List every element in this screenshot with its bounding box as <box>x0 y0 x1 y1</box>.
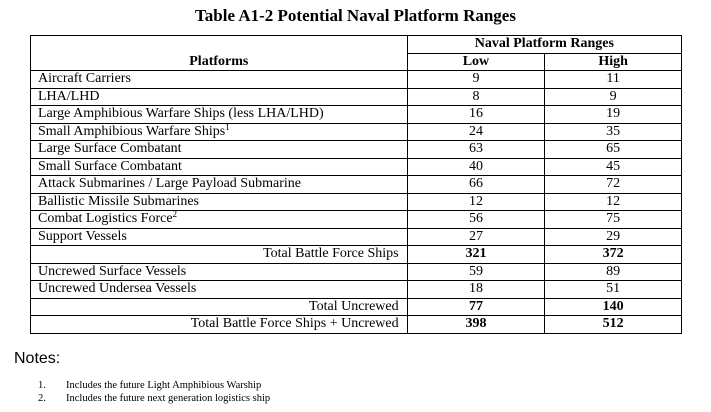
note-item <box>38 392 270 405</box>
high-cell: 89 <box>545 263 682 281</box>
platform-cell <box>31 193 408 211</box>
total-label: Total Uncrewed <box>31 298 408 316</box>
high-cell: 140 <box>545 298 682 316</box>
header-row-group <box>31 36 682 54</box>
platform-label: Small Amphibious Warfare Ships <box>38 123 226 139</box>
table-title: Table A1-2 Potential Naval Platform Ranges <box>195 6 516 25</box>
table-row <box>31 228 682 246</box>
low-header: Low <box>407 53 545 71</box>
platforms-header: Platforms <box>31 36 408 71</box>
total-label: Total Battle Force Ships <box>31 246 408 264</box>
platform-label: Combat Logistics Force <box>38 211 173 226</box>
note-item <box>38 379 270 392</box>
note-number: 2. <box>38 393 46 404</box>
naval-platform-ranges-header: Naval Platform Ranges <box>407 36 681 54</box>
note-number: 1. <box>38 380 46 391</box>
low-cell: 18 <box>407 281 545 299</box>
high-cell: 29 <box>545 228 682 246</box>
table-row <box>31 123 682 141</box>
platform-label: LHA/LHD <box>38 88 100 104</box>
total-uncrewed-row <box>31 298 682 316</box>
table-row <box>31 71 682 89</box>
platform-label: Attack Submarines / Large Payload Submarine <box>38 176 301 191</box>
high-header: High <box>545 53 682 71</box>
notes-list <box>38 379 270 405</box>
platform-cell <box>31 228 408 246</box>
platform-label: Large Surface Combatant <box>38 141 182 156</box>
platform-cell <box>31 141 408 159</box>
high-cell: 19 <box>545 106 682 124</box>
high-cell: 65 <box>545 141 682 159</box>
low-cell: 77 <box>407 298 545 316</box>
platform-cell <box>31 106 408 124</box>
footnote-marker: 1 <box>225 121 230 132</box>
high-cell: 72 <box>545 176 682 194</box>
low-cell: 40 <box>407 158 545 176</box>
low-cell: 398 <box>407 316 545 334</box>
platform-label: Ballistic Missile Submarines <box>38 193 199 209</box>
platform-label: Support Vessels <box>38 228 127 244</box>
platform-cell: Uncrewed Surface Vessels <box>31 263 408 281</box>
high-cell: 9 <box>545 88 682 106</box>
high-cell: 11 <box>545 71 682 89</box>
low-cell: 66 <box>407 176 545 194</box>
low-cell: 27 <box>407 228 545 246</box>
table-row <box>31 158 682 176</box>
low-cell: 321 <box>407 246 545 264</box>
platform-cell: Uncrewed Undersea Vessels <box>31 281 408 299</box>
naval-platform-table <box>30 35 682 334</box>
platform-cell <box>31 88 408 106</box>
table-row <box>31 106 682 124</box>
platform-label: Aircraft Carriers <box>38 71 131 86</box>
table-row <box>31 88 682 106</box>
low-cell: 56 <box>407 211 545 229</box>
notes-title: Notes: <box>14 350 61 367</box>
platform-label: Small Surface Combatant <box>38 158 182 174</box>
table-row <box>31 141 682 159</box>
table-row <box>31 176 682 194</box>
note-text: Includes the future Light Amphibious Warship <box>66 380 262 391</box>
total-label: Total Battle Force Ships + Uncrewed <box>31 316 408 334</box>
platform-label: Large Amphibious Warfare Ships (less LHA/LHD) <box>38 106 324 121</box>
low-cell: 63 <box>407 141 545 159</box>
table-row <box>31 263 682 281</box>
high-cell: 51 <box>545 281 682 299</box>
high-cell: 45 <box>545 158 682 176</box>
low-cell: 12 <box>407 193 545 211</box>
table-row <box>31 281 682 299</box>
table-row <box>31 211 682 229</box>
grand-total-row <box>31 316 682 334</box>
note-text: Includes the future next generation logistics ship <box>66 393 271 404</box>
platform-cell <box>31 176 408 194</box>
low-cell: 24 <box>407 123 545 141</box>
total-battle-force-row <box>31 246 682 264</box>
low-cell: 9 <box>407 71 545 89</box>
footnote-marker: 2 <box>172 209 178 219</box>
platform-cell <box>31 211 408 229</box>
platform-cell <box>31 158 408 176</box>
low-cell: 8 <box>407 88 545 106</box>
high-cell: 372 <box>545 246 682 264</box>
high-cell: 12 <box>545 193 682 211</box>
low-cell: 59 <box>407 263 545 281</box>
platform-cell <box>31 71 408 89</box>
table-row <box>31 193 682 211</box>
high-cell: 35 <box>545 123 682 141</box>
high-cell: 512 <box>545 316 682 334</box>
platform-cell <box>31 123 408 141</box>
high-cell: 75 <box>545 211 682 229</box>
low-cell: 16 <box>407 106 545 124</box>
